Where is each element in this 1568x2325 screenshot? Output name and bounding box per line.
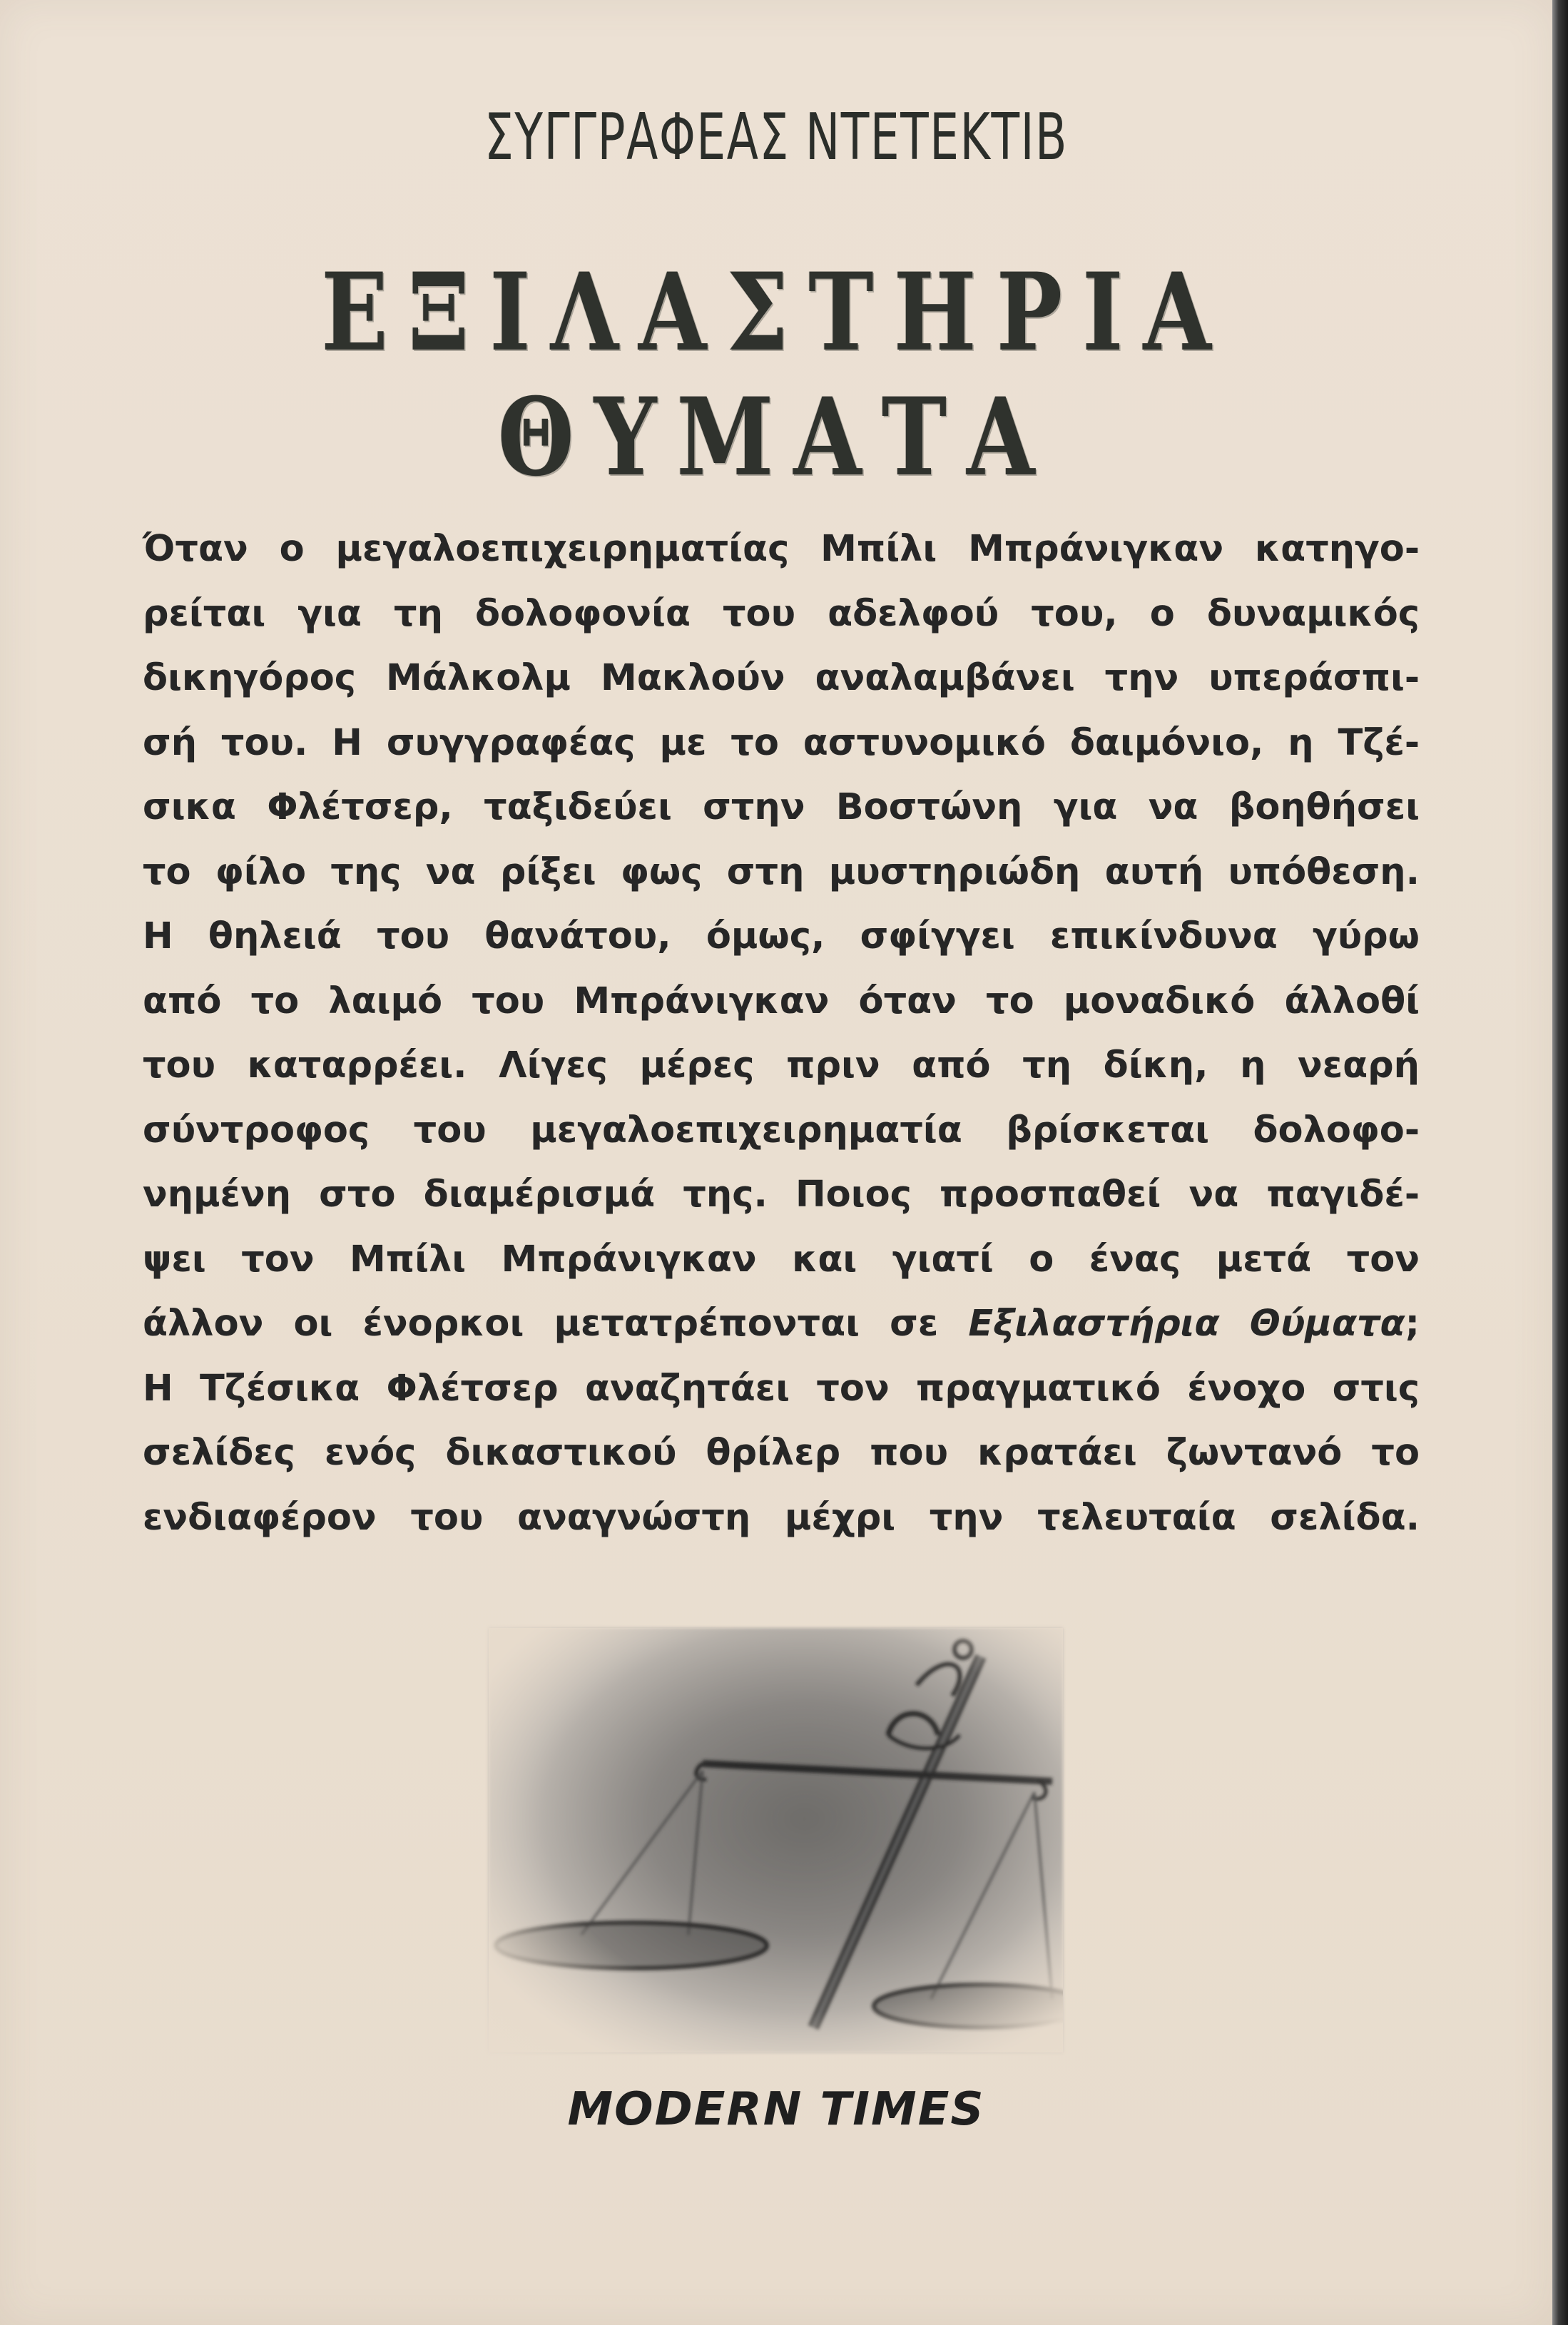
blurb-segment: άλλον οι ένορκοι μετατρέπονται σε: [143, 1303, 969, 1345]
blurb-line: σικα Φλέτσερ, ταξιδεύει στην Βοστώνη για να βοηθήσει: [143, 786, 1420, 828]
blurb-line: το φίλο της να ρίξει φως στη μυστηριώδη αυτή υπόθεση.: [143, 850, 1420, 893]
blurb-line: Όταν ο μεγαλοεπιχειρηματίας Μπίλι Μπράνιγκαν κατηγο-: [143, 528, 1420, 570]
blurb-segment: ;: [1405, 1303, 1420, 1345]
blurb-italic-title: Εξιλαστήρια Θύματα: [968, 1303, 1405, 1345]
blurb-line: σή του. Η συγγραφέας με το αστυνομικό δαιμόνιο, η Τζέ-: [143, 721, 1420, 764]
blurb-line: δικηγόρος Μάλκολμ Μακλούν αναλαμβάνει την υπεράσπι-: [143, 657, 1420, 699]
blurb-line: ψει τον Μπίλι Μπράνιγκαν και γιατί ο ένας μετά τον: [143, 1238, 1420, 1281]
book-title-line-2: ΘΥΜΑΤΑ: [497, 375, 1055, 500]
series-label: ΣΥΓΓΡΑΦΕΑΣ ΝΤΕΤΕΚΤΙΒ: [484, 100, 1068, 175]
blurb-line: σύντροφος του μεγαλοεπιχειρηματία βρίσκεται δολοφο-: [143, 1109, 1420, 1151]
publisher-logo: MODERN TIMES: [567, 2083, 985, 2136]
blurb-line: σελίδες ενός δικαστικού θρίλερ που κρατάει ζωντανό το: [143, 1432, 1420, 1474]
blurb-line: από το λαιμό του Μπράνιγκαν όταν το μοναδικό άλλοθί: [143, 980, 1420, 1022]
blurb-line: Η Τζέσικα Φλέτσερ αναζητάει τον πραγματικό ένοχο στις: [143, 1367, 1420, 1410]
blurb-line: νημένη στο διαμέρισμά της. Ποιος προσπαθεί να παγιδέ-: [143, 1174, 1420, 1216]
blurb-line: του καταρρέει. Λίγες μέρες πριν από τη δίκη, η νεαρή: [143, 1044, 1420, 1087]
blurb-line-with-title: [143, 1292, 1420, 1357]
blurb-line: Η θηλειά του θανάτου, όμως, σφίγγει επικίνδυνα γύρω: [143, 915, 1420, 957]
scales-of-justice-icon: [489, 1628, 1063, 2052]
blurb-line: ενδιαφέρον του αναγνώστη μέχρι την τελευταία σελίδα.: [143, 1496, 1420, 1539]
book-spine-edge: [1552, 0, 1568, 2325]
blurb-line: ρείται για τη δολοφονία του αδελφού του, ο δυναμικός: [143, 592, 1420, 635]
book-title-line-1: ΕΞΙΛΑΣΤΗΡΙΑ: [321, 250, 1231, 375]
blurb-text: [143, 517, 1420, 1550]
